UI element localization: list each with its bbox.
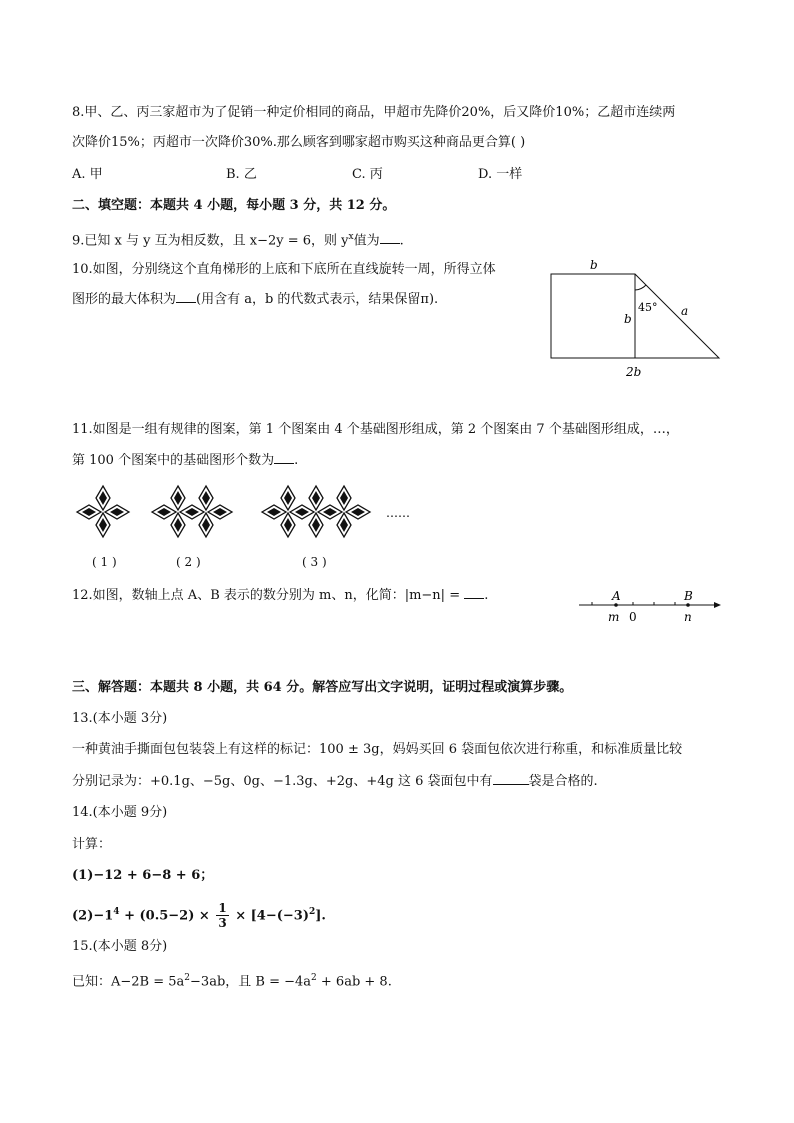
- q14-p2-post2: ].: [315, 908, 326, 924]
- q12-blank: [464, 586, 484, 599]
- label-height-b: b: [624, 312, 632, 326]
- q12: 12.如图，数轴上点 A、B 表示的数分别为 m、n，化简：|m−n| = .: [72, 588, 489, 603]
- q9-sup: x: [348, 232, 354, 242]
- pattern-2: [152, 486, 232, 537]
- pattern-3: [262, 486, 370, 537]
- q8-option-b: B. 乙: [226, 167, 257, 182]
- pattern-ellipsis: ……: [386, 506, 410, 520]
- number-line-arrow: [714, 602, 721, 608]
- q8-option-c: C. 丙: [352, 167, 383, 182]
- q15-mid: −3ab，且 B = −4a: [190, 974, 312, 990]
- q14-fraction: [216, 901, 228, 930]
- q14-frac-den: 3: [218, 916, 227, 931]
- q13-line2: [72, 772, 598, 792]
- q10-line1: 10.如图，分别绕这个直角梯形的上底和下底所在直线旋转一周，所得立体: [72, 262, 496, 277]
- pattern-1: [77, 486, 129, 537]
- q13-head: 13.(本小题 3分): [72, 711, 168, 726]
- label-slant-a: a: [681, 304, 689, 318]
- q10-line2-pre: 图形的最大体积为: [72, 292, 177, 307]
- q12-text: 12.如图，数轴上点 A、B 表示的数分别为 m、n，化简：|m−n| =: [72, 588, 461, 603]
- q9-post: 值为: [353, 233, 380, 249]
- angle-arc: [635, 285, 646, 290]
- q10-line2-post: (用含有 a，b 的代数式表示，结果保留π).: [196, 292, 439, 307]
- q14-frac-num: 1: [218, 901, 227, 916]
- q14-part1: (1)−12 + 6−8 + 6；: [72, 868, 214, 883]
- label-n: n: [684, 610, 692, 624]
- q9: 9.已知 x 与 y 互为相反数，且 x−2y = 6，则 $y^x$值为 .: [72, 232, 404, 249]
- q8-line1: 8.甲、乙、丙三家超市为了促销一种定价相同的商品，甲超市先降价20%，后又降价10%；乙超市连续两: [72, 105, 676, 120]
- q14-p2-sup: 4: [113, 907, 120, 917]
- q9-blank: [380, 231, 400, 244]
- number-line-figure: [575, 588, 725, 628]
- q11-line2: 第 100 个图案中的基础图形个数为 .: [72, 453, 299, 468]
- label-bottom-2b: 2b: [626, 365, 642, 379]
- q10-line2: [72, 290, 438, 310]
- q11-blank: [274, 451, 294, 464]
- q8-line2: 次降价15%；丙超市一次降价30%.那么顾客到哪家超市购买这种商品更合算( ): [72, 135, 526, 150]
- q14-head: 14.(本小题 9分): [72, 805, 168, 820]
- point-a: [614, 603, 618, 607]
- q14-part2: [72, 898, 326, 930]
- q8-option-d: D. 一样: [478, 167, 523, 182]
- point-b: [686, 603, 690, 607]
- q8-option-a: A. 甲: [72, 167, 103, 182]
- pattern-label-1: ( 1 ): [92, 555, 117, 569]
- section3-heading: 三、解答题：本题共 8 小题，共 64 分。解答应写出文字说明，证明过程或演算步骤。: [72, 680, 573, 695]
- label-m: m: [608, 610, 620, 624]
- q14-p2-mid: + (0.5−2) ×: [119, 908, 210, 924]
- q15-post: + 6ab + 8.: [316, 974, 392, 990]
- q13-line1: 一种黄油手撕面包包装袋上有这样的标记：100 ± 3g，妈妈买回 6 袋面包依次进行称重，和标准质量比较: [72, 742, 683, 757]
- q14-p2-pre: (2)−1: [72, 908, 114, 924]
- q14-p2-sup2: 2: [308, 907, 316, 917]
- q10-blank: [176, 290, 196, 303]
- label-point-b: B: [684, 589, 693, 603]
- label-zero: 0: [629, 610, 637, 624]
- q13-line2-pre: 分别记录为：+0.1g、−5g、0g、−1.3g、+2g、+4g 这 6 袋面包中有: [72, 774, 493, 789]
- q15-pre: 已知：A−2B = 5a: [72, 974, 185, 990]
- q15-head: 15.(本小题 8分): [72, 939, 168, 954]
- q15-sup1: 2: [184, 973, 191, 983]
- pattern-label-2: ( 2 ): [176, 555, 201, 569]
- q11-line2-text: 第 100 个图案中的基础图形个数为: [72, 453, 275, 468]
- q13-blank: [493, 772, 529, 785]
- section2-heading: 二、填空题：本题共 4 小题，每小题 3 分，共 12 分。: [72, 198, 396, 213]
- q14-p2-post1: × [4−(−3): [235, 908, 309, 924]
- label-point-a: A: [612, 589, 621, 603]
- q11-line1: 11.如图是一组有规律的图案，第 1 个图案由 4 个基础图形组成，第 2 个图案由 7 个基础图形组成，…，: [72, 422, 679, 437]
- label-top-b: b: [590, 258, 598, 272]
- pattern-figure: [70, 482, 430, 542]
- trapezoid-figure: [540, 255, 730, 385]
- q14-intro: 计算：: [72, 837, 112, 852]
- q9-pre: 9.已知 x 与 y 互为相反数，且 x−2y = 6，则 y: [72, 233, 349, 249]
- q15-sup2: 2: [311, 973, 317, 983]
- q15-body: [72, 968, 392, 992]
- q13-line2-post: 袋是合格的.: [528, 774, 598, 789]
- pattern-label-3: ( 3 ): [302, 555, 327, 569]
- label-angle: 45°: [638, 301, 658, 314]
